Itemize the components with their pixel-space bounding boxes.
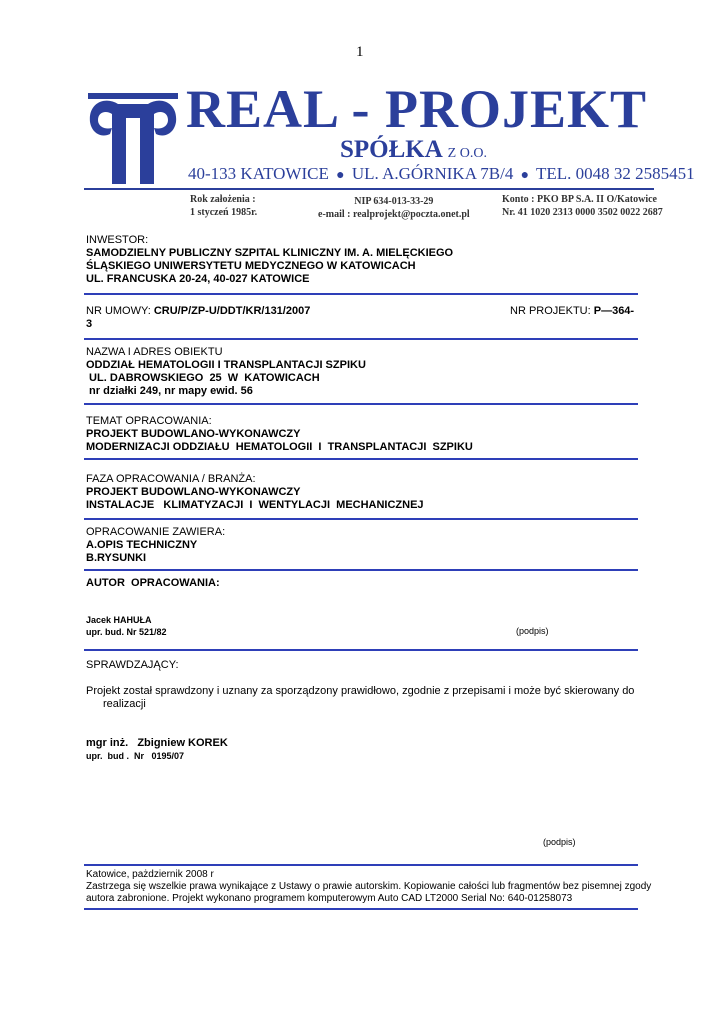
checker-statement [86, 685, 642, 711]
company-form-suffix: Z O.O. [447, 146, 487, 161]
author-details [86, 614, 642, 638]
contract-number: CRU/P/ZP-U/DDT/KR/131/2007 [153, 305, 311, 317]
section-divider [84, 458, 638, 460]
project-number: P—364- [593, 305, 635, 317]
footer [86, 869, 652, 905]
checker-statement-line1: Projekt został sprawdzony i uznany za sporządzony prawidłowo, zgodnie z przepisami i może być skierowany do [86, 685, 635, 697]
section-divider [84, 649, 638, 651]
author-name: Jacek HAHUŁA [86, 615, 152, 625]
object-line: nr działki 249, nr mapy ewid. 56 [86, 385, 253, 397]
phase-label: FAZA OPRACOWANIA / BRANŻA: [86, 473, 256, 485]
address-street: UL. A.GÓRNIKA 7B/4 [351, 164, 514, 183]
project-label: NR PROJEKTU: [510, 305, 594, 317]
object-line: UL. DABROWSKIEGO 25 W KATOWICACH [86, 372, 320, 384]
bullet-icon: ● [520, 168, 530, 183]
section-divider [84, 569, 638, 571]
copyright-line2: autora zabronione. Projekt wykonano programem komputerowym Auto CAD LT2000 Serial No: 640-01258073 [86, 893, 573, 904]
investor-line: SAMODZIELNY PUBLICZNY SZPITAL KLINICZNY IM. A. MIELĘCKIEGO [86, 247, 454, 259]
author-section [86, 577, 642, 590]
bank-account: Nr. 41 1020 2313 0000 3502 0022 2687 [502, 207, 663, 218]
company-logo [84, 88, 182, 194]
page-number: 1 [356, 44, 364, 60]
email: e-mail : realprojekt@poczta.onet.pl [318, 209, 470, 220]
address-phone: TEL. 0048 32 2585451 [536, 164, 695, 183]
founded-date: 1 styczeń 1985r. [190, 207, 258, 218]
project-number-cont: 3 [86, 318, 93, 330]
investor-line: UL. FRANCUSKA 20-24, 40-027 KATOWICE [86, 273, 310, 285]
author-signature: (podpis) [516, 626, 549, 636]
section-divider [84, 403, 638, 405]
contents-section [86, 526, 642, 565]
letterhead-divider [84, 188, 654, 190]
topic-line: PROJEKT BUDOWLANO-WYKONAWCZY [86, 428, 301, 440]
section-divider [84, 293, 638, 295]
copyright-line1: Zastrzega się wszelkie prawa wynikające z Ustawy o prawie autorskim. Kopiowanie całości lub fragmentów bez pisemnej zgody [86, 881, 652, 892]
section-divider [84, 338, 638, 340]
contents-label: OPRACOWANIE ZAWIERA: [86, 526, 226, 538]
topic-label: TEMAT OPRACOWANIA: [86, 415, 212, 427]
phase-section [86, 473, 642, 512]
object-section [86, 346, 642, 398]
object-label: NAZWA I ADRES OBIEKTU [86, 346, 223, 358]
object-line: ODDZIAŁ HEMATOLOGII I TRANSPLANTACJI SZPIKU [86, 359, 366, 371]
investor-label: INWESTOR: [86, 234, 149, 246]
company-form [340, 136, 487, 164]
founded-info [190, 193, 257, 219]
bank-name: Konto : PKO BP S.A. II O/Katowice [502, 194, 657, 205]
footer-divider [84, 908, 638, 910]
checker-details [86, 737, 642, 762]
investor-section [86, 234, 642, 286]
checker-name: mgr inż. Zbigniew KOREK [86, 737, 228, 749]
author-license: upr. bud. Nr 521/82 [86, 627, 167, 637]
place-date: Katowice, pażdziernik 2008 r [86, 869, 214, 880]
checker-signature: (podpis) [543, 837, 576, 847]
bullet-icon: ● [336, 168, 345, 183]
company-form-text: SPÓŁKA [340, 136, 442, 163]
topic-section [86, 415, 642, 454]
founded-label: Rok założenia : [190, 194, 256, 205]
contact-info [318, 195, 470, 221]
topic-line: MODERNIZACJI ODDZIAŁU HEMATOLOGII I TRANSPLANTACJI SZPIKU [86, 441, 473, 453]
phase-line: PROJEKT BUDOWLANO-WYKONAWCZY [86, 486, 301, 498]
address-bar [188, 164, 695, 184]
author-label: AUTOR OPRACOWANIA: [86, 577, 220, 589]
contract-label: NR UMOWY: [86, 305, 154, 317]
bank-info [502, 193, 663, 219]
investor-line: ŚLĄSKIEGO UNIWERSYTETU MEDYCZNEGO W KATOWICACH [86, 260, 416, 272]
section-divider [84, 518, 638, 520]
contents-item: A.OPIS TECHNICZNY [86, 539, 198, 551]
nip: NIP 634-013-33-29 [354, 196, 434, 207]
contents-item: B.RYSUNKI [86, 552, 147, 564]
checker-statement-line2: realizacji [103, 698, 146, 710]
checker-label: SPRAWDZAJĄCY: [86, 659, 179, 671]
phase-line: INSTALACJE KLIMATYZACJI I WENTYLACJI MECHANICZNEJ [86, 499, 424, 511]
checker-license: upr. bud . Nr 0195/07 [86, 751, 185, 761]
checker-section [86, 659, 642, 672]
section-divider [84, 864, 638, 866]
company-name: REAL - PROJEKT [186, 79, 648, 139]
project-number-block [510, 305, 640, 318]
address-city: 40-133 KATOWICE [188, 164, 329, 183]
